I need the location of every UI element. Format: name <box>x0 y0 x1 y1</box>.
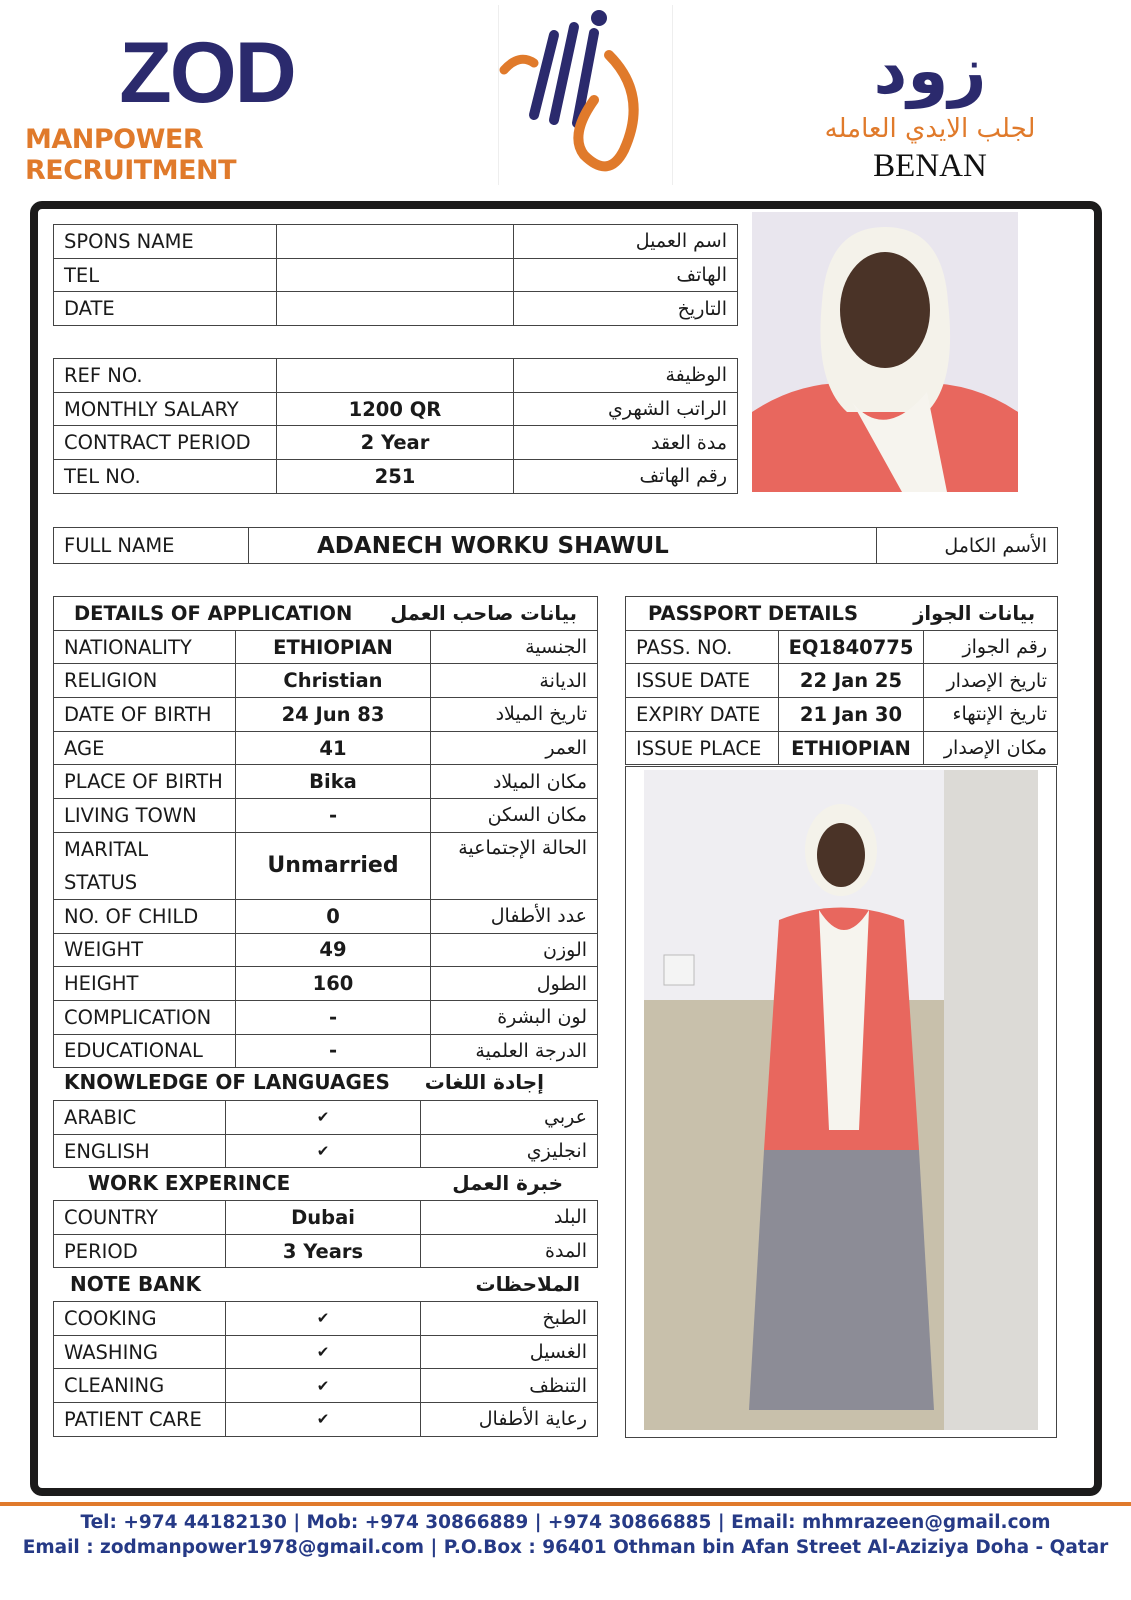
sponsor-name-label: SPONS NAME <box>54 225 277 259</box>
washing-label-ar: الغسيل <box>421 1335 598 1369</box>
country-label-ar: البلد <box>421 1201 598 1235</box>
sponsor-date-label-ar: التاريخ <box>514 292 738 326</box>
place-of-birth-label-ar: مكان الميلاد <box>431 765 598 799</box>
application-header <box>54 597 598 631</box>
notes-heading <box>70 1272 580 1298</box>
table-row <box>54 967 598 1001</box>
washing-check: ✔ <box>226 1335 421 1369</box>
job-label-ar: الوظيفة <box>514 359 738 393</box>
expiry-date-label: EXPIRY DATE <box>626 698 779 732</box>
dob-label: DATE OF BIRTH <box>54 698 236 732</box>
table-row <box>54 1335 598 1369</box>
table-row <box>54 1403 598 1437</box>
tel-no-value: 251 <box>277 460 514 494</box>
table-row <box>54 292 738 326</box>
cleaning-label-ar: التنظف <box>421 1369 598 1403</box>
issue-date-label-ar: تاريخ الإصدار <box>924 664 1058 698</box>
footer-divider <box>0 1502 1131 1506</box>
table-row <box>54 1369 598 1403</box>
pass-no-label: PASS. NO. <box>626 630 779 664</box>
period-label: PERIOD <box>54 1234 226 1268</box>
issue-place-label-ar: مكان الإصدار <box>924 731 1058 765</box>
age-label-ar: العمر <box>431 731 598 765</box>
languages-heading <box>64 1070 544 1096</box>
religion-value: Christian <box>236 664 431 698</box>
passport-header <box>626 597 1058 631</box>
table-row <box>54 225 738 259</box>
sponsor-name-value[interactable] <box>277 225 514 259</box>
application-title-ar: بيانات صاحب العمل <box>390 602 578 625</box>
table-row <box>54 698 598 732</box>
languages-title: KNOWLEDGE OF LANGUAGES <box>64 1070 390 1094</box>
issue-date-label: ISSUE DATE <box>626 664 779 698</box>
footer-line1: Tel: +974 44182130 | Mob: +974 30866889 | +974 30866885 | Email: mhmrazeen@gmail.com <box>80 1512 1051 1533</box>
dob-value: 24 Jun 83 <box>236 698 431 732</box>
cooking-check: ✔ <box>226 1302 421 1336</box>
dob-label-ar: تاريخ الميلاد <box>431 698 598 732</box>
nationality-value: ETHIOPIAN <box>236 630 431 664</box>
living-town-label: LIVING TOWN <box>54 799 236 833</box>
table-row <box>54 899 598 933</box>
portrait-image <box>752 212 1018 492</box>
cooking-label: COOKING <box>54 1302 226 1336</box>
languages-table <box>53 1100 598 1168</box>
logo-en-subtitle: MANPOWER RECRUITMENT <box>25 124 237 186</box>
table-row <box>54 460 738 494</box>
table-row <box>54 731 598 765</box>
patient-care-check: ✔ <box>226 1403 421 1437</box>
age-label: AGE <box>54 731 236 765</box>
tel-no-label-ar: رقم الهاتف <box>514 460 738 494</box>
full-name-table <box>53 527 1058 564</box>
table-row <box>626 731 1058 765</box>
table-row <box>54 258 738 292</box>
marital-status-label <box>54 832 236 899</box>
contract-period-label: CONTRACT PERIOD <box>54 426 277 460</box>
religion-label-ar: الديانة <box>431 664 598 698</box>
full-body-photo <box>644 770 1038 1430</box>
tel-no-label: TEL NO. <box>54 460 277 494</box>
logo-english <box>25 25 415 186</box>
country-label: COUNTRY <box>54 1201 226 1235</box>
cooking-label-ar: الطبخ <box>421 1302 598 1336</box>
experience-title: WORK EXPERINCE <box>88 1171 291 1195</box>
country-value: Dubai <box>226 1201 421 1235</box>
religion-label: RELIGION <box>54 664 236 698</box>
brand-mark-icon <box>499 5 674 185</box>
experience-table <box>53 1200 598 1268</box>
sponsor-tel-label: TEL <box>54 258 277 292</box>
salary-value: 1200 QR <box>277 392 514 426</box>
nationality-label: NATIONALITY <box>54 630 236 664</box>
full-body-image <box>644 770 1038 1430</box>
educational-value: - <box>236 1034 431 1068</box>
arabic-label: ARABIC <box>54 1101 226 1135</box>
table-row <box>54 933 598 967</box>
table-row <box>54 1101 598 1135</box>
logo-en-title: ZOD <box>119 25 295 121</box>
experience-title-ar: خبرة العمل <box>452 1171 563 1195</box>
table-row <box>54 392 738 426</box>
contract-period-label-ar: مدة العقد <box>514 426 738 460</box>
table-row <box>54 1134 598 1168</box>
passport-header-row <box>626 597 1058 631</box>
weight-value: 49 <box>236 933 431 967</box>
table-row <box>54 426 738 460</box>
patient-care-label-ar: رعاية الأطفال <box>421 1403 598 1437</box>
pass-no-label-ar: رقم الجواز <box>924 630 1058 664</box>
english-label: ENGLISH <box>54 1134 226 1168</box>
english-check: ✔ <box>226 1134 421 1168</box>
living-town-label-ar: مكان السكن <box>431 799 598 833</box>
logo-ar-title: زود <box>873 32 987 109</box>
portrait-photo <box>752 212 1018 492</box>
logo-arabic <box>760 30 1100 185</box>
expiry-date-value: 21 Jan 30 <box>779 698 924 732</box>
sponsor-date-value[interactable] <box>277 292 514 326</box>
patient-care-label: PATIENT CARE <box>54 1403 226 1437</box>
issue-place-value: ETHIOPIAN <box>779 731 924 765</box>
full-name-label: FULL NAME <box>54 528 249 564</box>
children-label-ar: عدد الأطفال <box>431 899 598 933</box>
nationality-label-ar: الجنسية <box>431 630 598 664</box>
table-row <box>54 528 1058 564</box>
languages-title-ar: إجادة اللغات <box>424 1070 544 1094</box>
sponsor-table <box>53 224 738 326</box>
table-row <box>54 630 598 664</box>
english-label-ar: انجليزي <box>421 1134 598 1168</box>
salary-label: MONTHLY SALARY <box>54 392 277 426</box>
application-table <box>53 596 598 1068</box>
marital-label-line1: MARITAL <box>64 837 149 861</box>
living-town-value: - <box>236 799 431 833</box>
children-value: 0 <box>236 899 431 933</box>
height-label-ar: الطول <box>431 967 598 1001</box>
table-row <box>626 664 1058 698</box>
washing-label: WASHING <box>54 1335 226 1369</box>
passport-table <box>625 596 1058 765</box>
educational-label-ar: الدرجة العلمية <box>431 1034 598 1068</box>
logo-benan: BENAN <box>873 148 987 184</box>
marital-label-line2: STATUS <box>64 870 138 894</box>
full-name-label-ar: الأسم الكامل <box>877 528 1058 564</box>
notes-table <box>53 1301 598 1437</box>
cleaning-check: ✔ <box>226 1369 421 1403</box>
table-row <box>54 1000 598 1034</box>
footer-contact <box>0 1510 1131 1560</box>
complication-label-ar: لون البشرة <box>431 1000 598 1034</box>
age-value: 41 <box>236 731 431 765</box>
salary-label-ar: الراتب الشهري <box>514 392 738 426</box>
contract-period-value: 2 Year <box>277 426 514 460</box>
application-title: DETAILS OF APPLICATION <box>74 601 353 625</box>
period-value: 3 Years <box>226 1234 421 1268</box>
table-row <box>626 698 1058 732</box>
table-row <box>54 832 598 899</box>
expiry-date-label-ar: تاريخ الإنتهاء <box>924 698 1058 732</box>
table-row <box>54 1234 598 1268</box>
period-label-ar: المدة <box>421 1234 598 1268</box>
table-row <box>54 799 598 833</box>
notes-title: NOTE BANK <box>70 1272 201 1296</box>
complication-label: COMPLICATION <box>54 1000 236 1034</box>
educational-label: EDUCATIONAL <box>54 1034 236 1068</box>
ref-no-value <box>277 359 514 393</box>
table-row <box>54 664 598 698</box>
ref-no-label: REF NO. <box>54 359 277 393</box>
full-name-value: ADANECH WORKU SHAWUL <box>249 528 877 564</box>
arabic-label-ar: عربي <box>421 1101 598 1135</box>
sponsor-tel-label-ar: الهاتف <box>514 258 738 292</box>
table-row <box>54 1302 598 1336</box>
children-label: NO. OF CHILD <box>54 899 236 933</box>
weight-label-ar: الوزن <box>431 933 598 967</box>
passport-title: PASSPORT DETAILS <box>648 601 859 625</box>
job-table <box>53 358 738 494</box>
pass-no-value: EQ1840775 <box>779 630 924 664</box>
table-row <box>54 765 598 799</box>
notes-title-ar: الملاحظات <box>475 1272 580 1296</box>
table-row <box>54 359 738 393</box>
height-label: HEIGHT <box>54 967 236 1001</box>
arabic-check: ✔ <box>226 1101 421 1135</box>
marital-status-value: Unmarried <box>236 832 431 899</box>
issue-date-value: 22 Jan 25 <box>779 664 924 698</box>
passport-title-ar: بيانات الجواز <box>913 602 1036 625</box>
table-row <box>54 1034 598 1068</box>
marital-status-label-ar: الحالة الإجتماعية <box>431 832 598 899</box>
weight-label: WEIGHT <box>54 933 236 967</box>
sponsor-tel-value[interactable] <box>277 258 514 292</box>
experience-heading <box>88 1171 563 1197</box>
sponsor-name-label-ar: اسم العميل <box>514 225 738 259</box>
place-of-birth-label: PLACE OF BIRTH <box>54 765 236 799</box>
logo-ar-subtitle: لجلب الايدي العامله <box>824 114 1036 144</box>
footer-line2: Email : zodmanpower1978@gmail.com | P.O.Box : 96401 Othman bin Afan Street Al-Aziziya Doha - Qatar <box>22 1537 1109 1558</box>
table-row <box>54 1201 598 1235</box>
table-row <box>626 630 1058 664</box>
application-header-row <box>54 597 598 631</box>
sponsor-date-label: DATE <box>54 292 277 326</box>
cleaning-label: CLEANING <box>54 1369 226 1403</box>
issue-place-label: ISSUE PLACE <box>626 731 779 765</box>
height-value: 160 <box>236 967 431 1001</box>
place-of-birth-value: Bika <box>236 765 431 799</box>
complication-value: - <box>236 1000 431 1034</box>
brand-mark-logo <box>498 5 673 185</box>
